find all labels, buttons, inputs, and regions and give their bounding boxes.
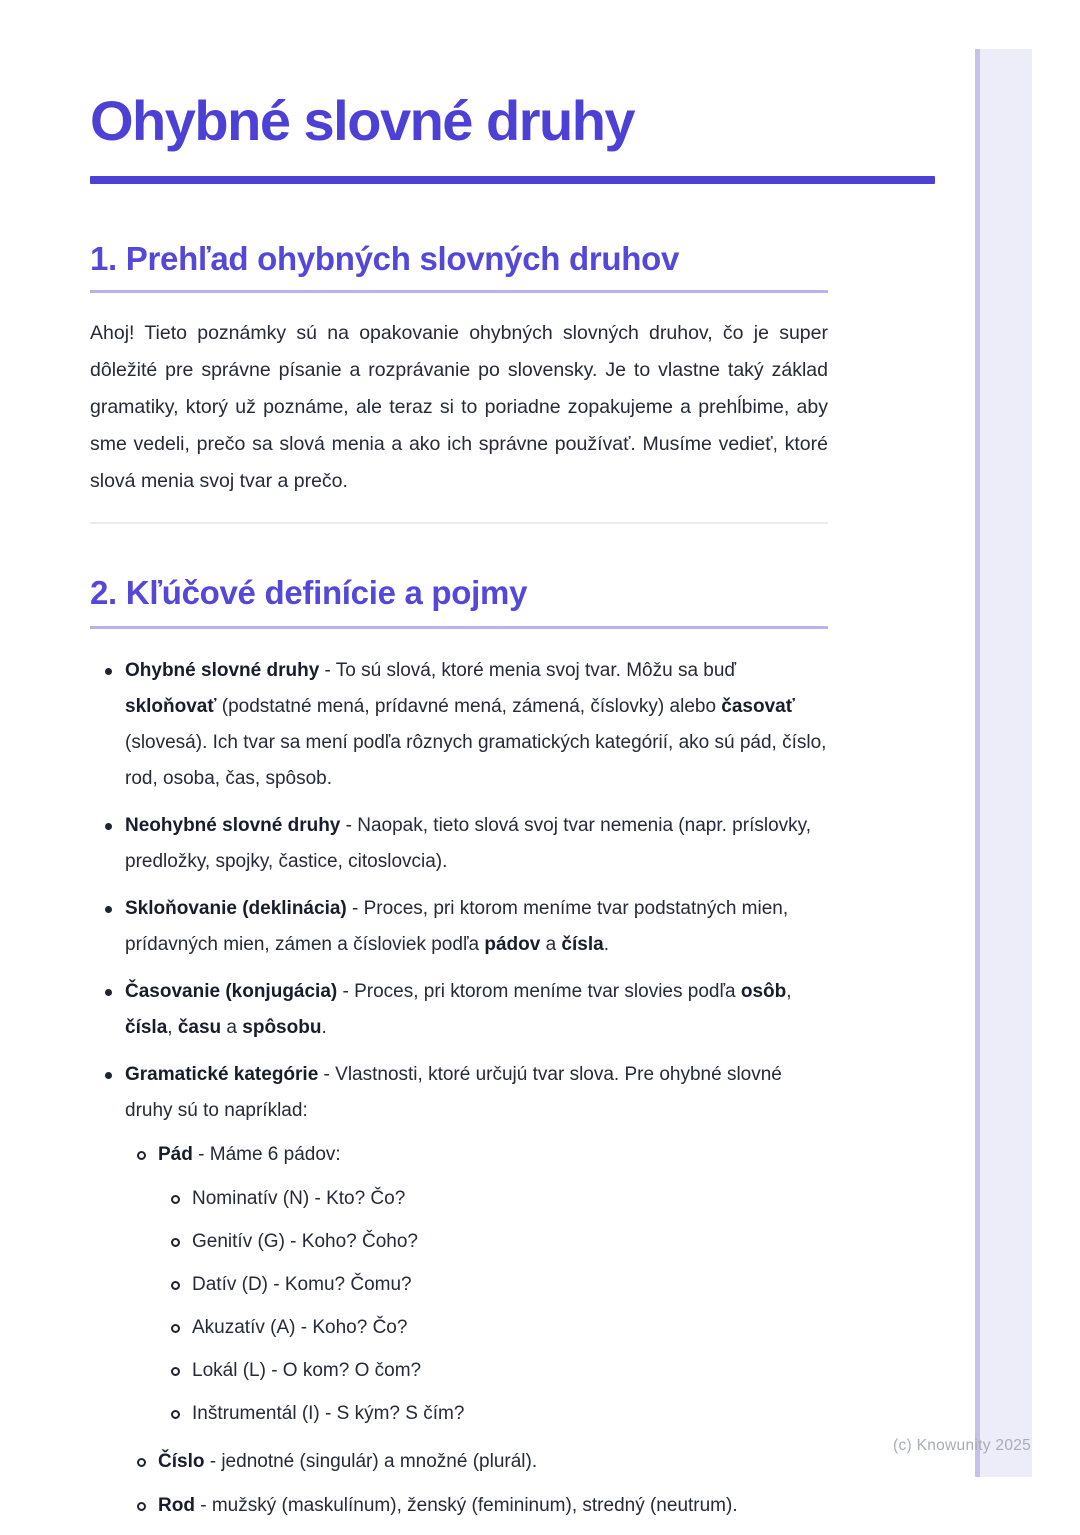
list-item-pad xyxy=(125,1137,828,1432)
list-item-rod xyxy=(125,1488,828,1524)
list-item-text: Gramatické kategórie - Vlastnosti, ktoré určujú tvar slova. Pre ohybné slovné druhy sú to napríklad: xyxy=(125,1064,782,1121)
list-item-text: Časovanie (konjugácia) - Proces, pri ktorom meníme tvar slovies podľa osôb, čísla, času a spôsobu. xyxy=(125,981,792,1038)
section-1-rule xyxy=(90,290,828,293)
section-2-heading: 2. Kľúčové definície a pojmy xyxy=(90,574,528,611)
page-edge-stripe xyxy=(975,49,1032,1477)
list-item-text: Pád - Máme 6 pádov: xyxy=(158,1144,341,1165)
definitions-list xyxy=(90,653,828,1524)
watermark: (c) Knowunity 2025 xyxy=(893,1437,1032,1454)
list-item-text: Rod - mužský (maskulínum), ženský (femininum), stredný (neutrum). xyxy=(158,1495,738,1516)
list-item-text: Ohybné slovné druhy - To sú slová, ktoré menia svoj tvar. Môžu sa buď skloňovať (podstatné mená, prídavné mená, zámená, číslovky) alebo časovať (slovesá). Ich tvar sa mení podľa rôznych gramatických kategórií, ako sú pád, číslo, rod, osoba, čas, spôsob. xyxy=(125,660,827,789)
list-item-text: Skloňovanie (deklinácia) - Proces, pri ktorom meníme tvar podstatných mien, prídavných mien, zámen a čísloviek podľa pádov a čísla. xyxy=(125,898,789,955)
page-title: Ohybné slovné druhy xyxy=(90,89,635,152)
list-item-text: Datív (D) - Komu? Čomu? xyxy=(192,1274,412,1295)
list-item-text: Číslo - jednotné (singulár) a množné (plurál). xyxy=(158,1451,538,1472)
list-item-gramaticke-kategorie xyxy=(90,1057,828,1524)
list-item-text: Genitív (G) - Koho? Čoho? xyxy=(192,1231,418,1252)
document-content xyxy=(90,0,828,1535)
cases-sublist xyxy=(158,1181,828,1432)
list-item-neohybne xyxy=(90,808,828,880)
section-1-heading: 1. Prehľad ohybných slovných druhov xyxy=(90,240,680,277)
section-divider xyxy=(90,522,828,524)
list-item-casovanie xyxy=(90,974,828,1046)
section-2-rule xyxy=(90,626,828,629)
list-item-text: Nominatív (N) - Kto? Čo? xyxy=(192,1188,406,1209)
intro-paragraph: Ahoj! Tieto poznámky sú na opakovanie ohybných slovných druhov, čo je super dôležité pre správne písanie a rozprávanie po slovensky. Je to vlastne taký základ gramatiky, ktorý už poznáme, ale teraz si to poriadne zopakujeme a prehĺbime, aby sme vedeli, prečo sa slová menia a ako ich správne používať. Musíme vedieť, ktoré slová menia svoj tvar a prečo. xyxy=(90,322,828,492)
list-item-ohybne xyxy=(90,653,828,797)
list-item-dativ xyxy=(158,1267,828,1303)
list-item-text: Akuzatív (A) - Koho? Čo? xyxy=(192,1317,408,1338)
list-item-text: Neohybné slovné druhy - Naopak, tieto slová svoj tvar nemenia (napr. príslovky, predložky, spojky, častice, citoslovcia). xyxy=(125,815,812,872)
list-item-genitiv xyxy=(158,1224,828,1260)
list-item-lokal xyxy=(158,1353,828,1389)
list-item-text: Inštrumentál (I) - S kým? S čím? xyxy=(192,1403,465,1424)
title-rule xyxy=(90,176,935,184)
list-item-text: Lokál (L) - O kom? O čom? xyxy=(192,1360,422,1381)
grammar-categories-sublist xyxy=(125,1137,828,1524)
list-item-sklonovanie xyxy=(90,891,828,963)
list-item-akuzativ xyxy=(158,1310,828,1346)
list-item-instrumental xyxy=(158,1396,828,1432)
list-item-nominativ xyxy=(158,1181,828,1217)
list-item-cislo xyxy=(125,1444,828,1480)
